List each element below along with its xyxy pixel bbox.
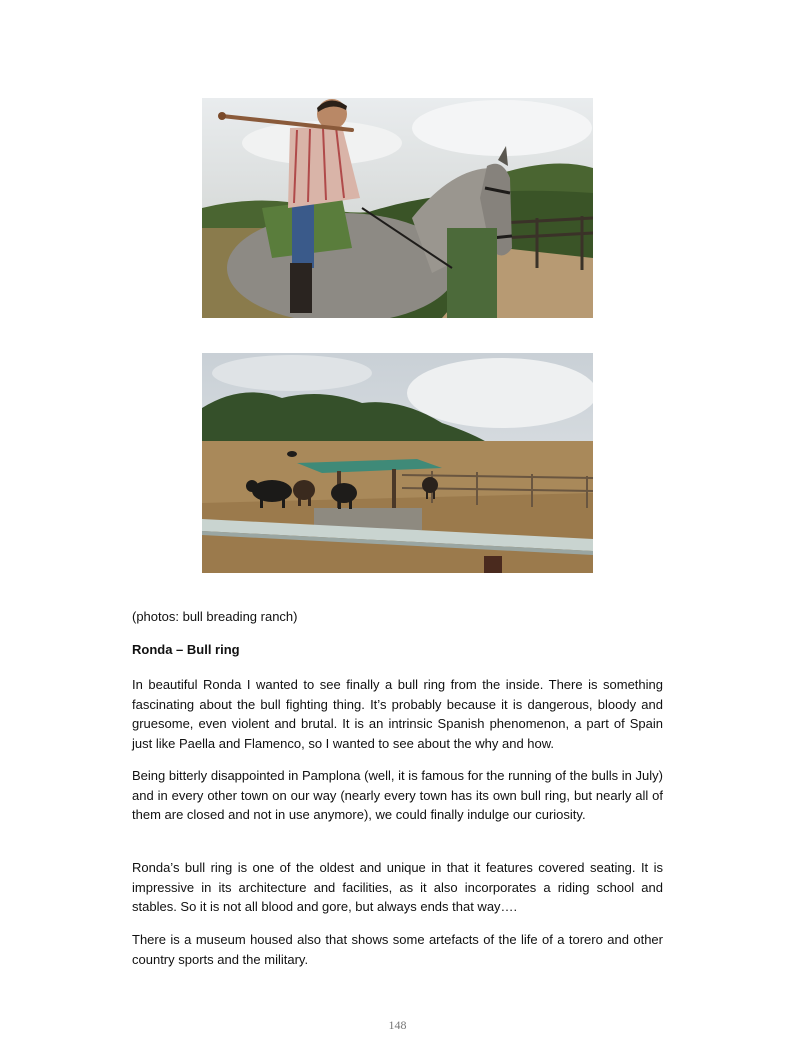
cloud [212,355,372,391]
photo-rider-on-horse [202,98,593,318]
rider-horse-illustration [202,98,593,318]
photo-caption: (photos: bull breading ranch) [132,609,298,624]
photo-bull-ranch [202,353,593,573]
pole-tip [218,112,226,120]
wall-post [484,556,502,573]
rider-leg [292,198,314,268]
body-paragraph: In beautiful Ronda I wanted to see finally a bull ring from the inside. There is something fascinating about the bull fighting thing. It’s probably because it is dangerous, bloody and gruesome, even violent and brutal. It is an intrinsic Spanish phenomenon, a part of Spain just like Paella and Flamenco, so I wanted to see about the why and how. [132,677,663,751]
section-heading: Ronda – Bull ring [132,642,240,657]
page-number: 148 [388,1018,407,1032]
body-paragraph: Being bitterly disappointed in Pamplona (well, it is famous for the running of the bulls in July) and in every other town on our way (nearly every town has its own bull ring, but nearly all of them are closed and not in use anymore), we could finally indulge our curiosity. [132,768,663,822]
shelter-post [392,469,396,511]
cloud [412,100,592,156]
body-paragraph: There is a museum housed also that shows some artefacts of the life of a torero and other country sports and the military. [132,932,663,967]
cloud [407,358,593,428]
handler [447,228,497,318]
bull-ranch-illustration [202,353,593,573]
body-paragraph: Ronda’s bull ring is one of the oldest and unique in that it features covered seating. It is impressive in its architecture and facilities, as it also incorporates a riding school and stables. So it is not all blood and gore, but always ends that way…. [132,860,663,914]
rider-boot [290,263,312,313]
distant-bull [287,451,297,457]
